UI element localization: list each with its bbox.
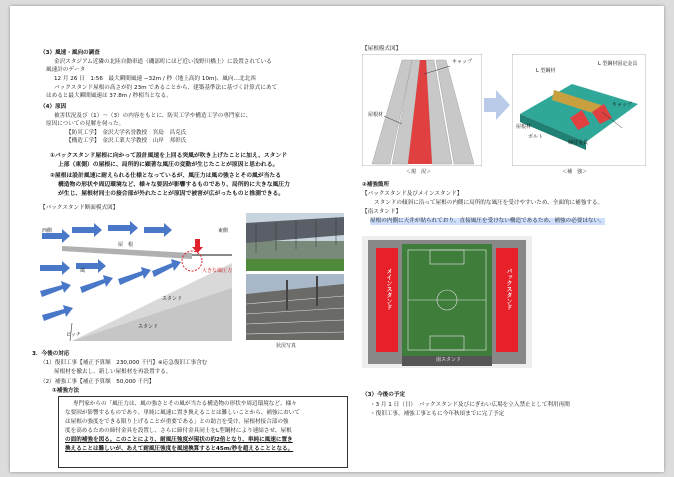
main-stand-label: メインスタンド [385, 268, 392, 310]
reinforcement-box [58, 396, 348, 468]
roof-material-label: 屋根材 [368, 112, 384, 118]
reinforced-roof-illustration [512, 54, 646, 166]
back-stand-label: バックスタンド [505, 268, 512, 310]
cap-label: キャップ [452, 59, 473, 65]
box-line: は屋根の強度をできる限り上げることが重要である」との助言を受け、屋根材接合部の強 [65, 419, 289, 425]
schedule-item: ・復旧工事、補強工事ともに今年秋頃までに完了予定 [370, 411, 505, 417]
roof-diagram-title: 【屋根模式図】 [362, 46, 402, 52]
west-label: 西側 [42, 228, 53, 234]
pressure-label: 大きな風圧力 [202, 268, 233, 274]
cause-2-line: が生じ、屋根材同士の接合部が外れたことが原因で被害が広がったものと推測できる。 [58, 191, 285, 197]
section-4-title: （4）原因 [40, 104, 67, 110]
cause-2-line: ②屋根は設計風速に耐えられる仕様となっているが、風圧力は風の強さとその風が当たる [50, 173, 281, 179]
cause-1-line: ①バックスタンド屋根に向かって設計風速を上回る突風が吹き上げたことに加え、スタンド [50, 153, 288, 159]
paragraph: 12 月 26 日 1:56 最大瞬間風速 −32m / 秒（地上高約 10m)、風向…北北西 [54, 76, 256, 82]
sub-heading: 【南スタンド】 [362, 209, 402, 215]
box-line: な要因が影響するものであり、単純に風速に置き換えることは難しいことから、補強において [65, 410, 300, 416]
south-stand-label: 南スタンド [436, 357, 462, 363]
l-steel-label: L 型鋼材 [536, 68, 556, 74]
section-3-title: （3）風速・風向の調査 [40, 50, 100, 56]
section-title: （3）今後の予定 [362, 392, 406, 398]
stand-label: スタンド [162, 296, 183, 302]
box-line: 換えることは難しいが、あえて耐風圧強度を風速換算すると45m/秒を超えることとなる。 [65, 446, 294, 452]
reinforced-caption: ＜補 強＞ [562, 169, 588, 175]
subsection-title: （2）補強工事【補正予算額 50,000 千円】 [40, 379, 155, 385]
paragraph: 被害状況及び（1）～（3）の内容をもとに、防災工学や構造工学の専門家に、 [54, 113, 252, 119]
current-caption: ＜現 況＞ [406, 169, 432, 175]
paragraph: 屋根材を撤去し、新しい屋根材を再設置する。 [54, 369, 172, 375]
roof-material-label: 屋根材 [516, 124, 532, 130]
stand-label: スタンド [138, 324, 159, 330]
status-photo [246, 274, 344, 340]
section-title: ②補強箇所 [362, 182, 390, 188]
paragraph: 金沢スタジアム近隣の北陸自動車道（磯部町にほど近い浅野川橋上）に設置されている [54, 59, 272, 65]
paragraph: 屋根の内側に天井が貼られており、直接風圧を受けない構造であるため、補強の必要はない。 [370, 218, 605, 224]
section-title: 3．今後の対応 [32, 351, 70, 357]
cause-1-line: 上部（東側）の屋根に、局所的に顕著な風圧の変動が生じたことが原因と思われる。 [58, 162, 279, 168]
current-roof-illustration [362, 54, 482, 166]
box-line: 度を高めるための締付金具を設置し、さらに締付金具同士をL型鋼材により連結させ、屋根 [65, 428, 292, 434]
schedule-item: ・3 月 1 日（日） バックスタンド及びにぎわい広場を立入禁止として利用再開 [370, 402, 570, 408]
sub-heading: ①補強方法 [52, 388, 80, 394]
paragraph: スタンドの傾斜に沿って屋根の内側に局所的な風圧を受けやすいため、全面的に補強する。 [374, 200, 604, 206]
clamp-label: 締付金具 [568, 140, 589, 146]
paragraph: はめると最大瞬間風速は 37.8m / 秒相当となる。 [46, 93, 172, 99]
diagram-title: 【バックスタンド断面模式図】 [40, 205, 119, 211]
bolt-label: ボルト [528, 134, 544, 140]
east-label: 東側 [218, 228, 229, 234]
wind-label: 風 [80, 268, 86, 274]
l-steel-fix-label: L 型鋼材固定金具 [598, 61, 638, 67]
box-line: 専門家からの「風圧力は、風の強さとその風が当たる構造物の形状や周辺環境など、様々 [73, 401, 297, 407]
sub-heading: 【バックスタンド及びメインスタンド】 [362, 191, 463, 197]
cap-label: キャップ [612, 102, 633, 108]
left-column [32, 6, 350, 472]
pitch-label: ピッチ [66, 332, 81, 338]
roof-label: 屋 根 [118, 242, 134, 248]
document-page [10, 6, 664, 472]
status-photo [246, 213, 344, 271]
box-line: の面的補強を図る。このことにより、耐風圧強度が現状の約2倍となり、単純に風速に置き [65, 437, 293, 443]
paragraph: バックスタンド屋根の高さが約 23m であることから、建築基準法に基づく計算式にあて [54, 85, 278, 91]
paragraph: 風速計のデータ [46, 67, 86, 73]
photo-caption: 状況写真 [276, 343, 297, 349]
expert-line: 【構造工学】 金沢工業大学教授 山岸 邦彰氏 [66, 138, 187, 144]
arrow-icon [484, 90, 510, 120]
subsection-title: （1）復旧工事【補正予算額 230,000 千円】※応急復旧工事含む [40, 360, 208, 366]
cause-2-line: 構造物の形状や周辺環境など、様々な要因が影響するものであり、局所的に大きな風圧力 [58, 182, 290, 188]
right-column [350, 6, 650, 472]
paragraph: 原因についての見解を伺った。 [46, 121, 125, 127]
expert-line: 【防災工学】 金沢大学名誉教授 宮島 昌克氏 [66, 130, 187, 136]
cross-section-diagram [32, 213, 242, 341]
